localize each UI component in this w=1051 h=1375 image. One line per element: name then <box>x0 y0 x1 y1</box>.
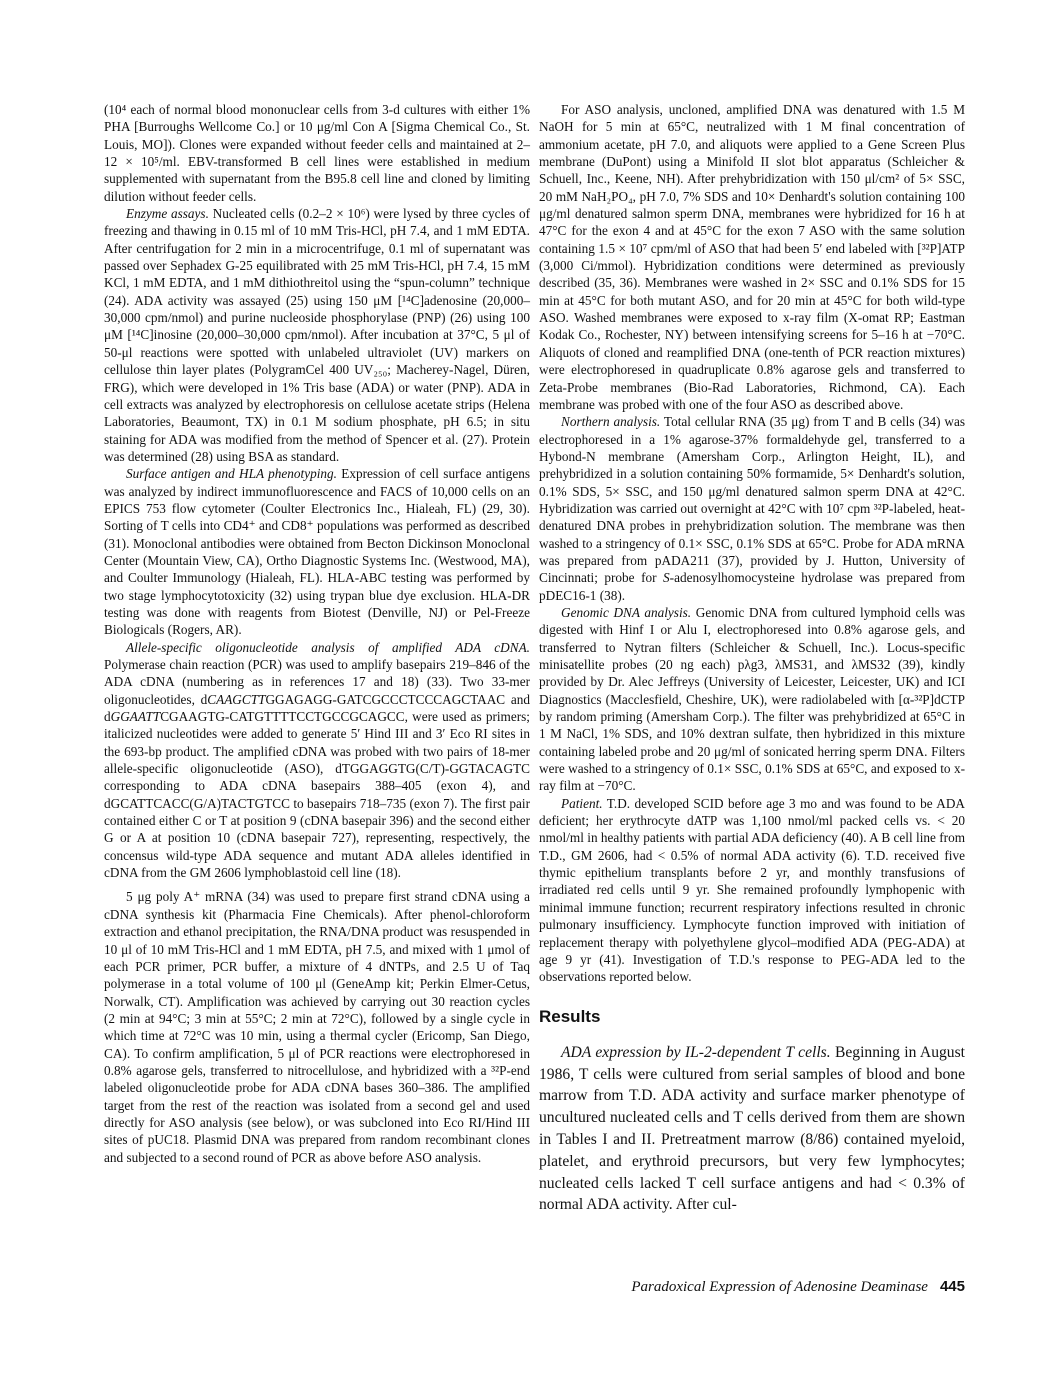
paragraph-allele-specific <box>104 639 530 882</box>
text-northern-italic: S <box>663 570 670 586</box>
running-title: Paradoxical Expression of Adenosine Deaminase <box>631 1279 928 1295</box>
runin-enzyme-assays: Enzyme assays. <box>126 206 209 222</box>
paragraph-surface-antigen <box>104 465 530 638</box>
paragraph-genomic <box>539 604 965 795</box>
text-northern-1: Total cellular RNA (35 μg) from T and B cells (34) was electrophoresed in a 1% agarose-37% formaldehyde gel, transferred to a Hybond-N membrane (Amersham Corp., Arlington Height, IL), and prehybridized in a solution containing 50% formamide, 5× Denhardt's solution, 0.1% SDS, 5× SSC, and 150 μg/ml denatured salmon sperm DNA at 42°C. Hybridization was carried out overnight at 42°C with 10⁷ cpm ³²P-labeled, heat-denatured DNA probes in prehybridization solution. The membrane was then washed to a stringency of 0.1× SSC, 0.1% SDS at 65°C. Probe for ADA mRNA was prepared from pADA211 (37), provided by J. Hutton, University of Cincinnati; probe for <box>539 414 965 586</box>
text-results-ada: Beginning in August 1986, T cells were cultured from serial samples of blood and bone marrow from T.D. ADA activity and surface marker phenotype of uncultured nucleated cells and T cells derived from them are shown in Tables I and II. Pretreatment marrow (8/86) contained myeloid, platelet, and erythroid precursors, but very few lymphocytes; nucleated cells lacked T cell surface antigens and had < 0.3% of normal ADA activity. After cul- <box>539 1043 965 1214</box>
text-genomic: Genomic DNA from cultured lymphoid cells was digested with Hinf I or Alu I, electrophoresed into 0.8% agarose gels, and transferred to Nytran filters (Schleicher & Schuell, Inc.). Locus-specific minisatellite probes (20 ng each) pλg3, λMS31, and λMS32 (39), kindly provided by Dr. Alec Jeffreys (University of Leicester, Leicester, UK) and ICI Diagnostics (Macclesfield, Cheshire, UK), were radiolabeled with [α-³²P]dCTP by random priming (Amersham Corp.). The filter was prehybridized at 65°C in 1 M NaCl, 1% SDS, and 10% dextran sulfate, then hybridized in this mixture containing labeled probe and 20 μg/ml of sonicated herring sperm DNA. Filters were washed to a stringency of 0.1× SSC, 0.1% SDS at 65°C, and exposed to x-ray film at −70°C. <box>539 604 965 794</box>
runin-genomic: Genomic DNA analysis. <box>561 604 692 620</box>
runin-surface-antigen: Surface antigen and HLA phenotyping. <box>126 466 337 482</box>
paragraph-results-ada <box>539 1042 965 1216</box>
runin-allele-specific: Allele-specific oligonucleotide analysis of amplified ADA cDNA. <box>126 639 530 655</box>
runin-results-ada: ADA expression by IL-2-dependent T cells. <box>561 1043 831 1061</box>
page-number: 445 <box>939 1278 965 1295</box>
text-allele-specific-1: Polymerase chain reaction (PCR) was used to amplify basepairs 219–846 of the ADA cDNA (numbering as in references 17 and 18) (33). Two 33-mer oligonucleotides, d <box>104 657 530 707</box>
text-northern-2: -adenosylhomocysteine hydrolase was prepared from pDEC16-1 (38). <box>539 570 966 603</box>
primer-2-rest: CGAAGTG-CATGTTTTCCTGCCGCAGCC, were used as primers; italicized nucleotides were added to generate 5′ Hind III and 3′ Eco RI sites in the 693-bp product. The amplified cDNA was probed with two pairs of 18-mer allele-specific oligonucleotide (ASO), dTGGAGGTG(C/T)-GGTACAGTC corresponding to ADA cDNA basepairs 388–405 (exon 4), and dGCATTCACC(G/A)TACTGTCC to basepairs 718–735 (exon 7). The first pair contained either C or T at position 9 (cDNA basepair 396) and the second either G or A at position 10 (cDNA basepair 727), representing, respectively, the concensus wild-type ADA sequence and mutant ADA alleles identified in cDNA from the GM 2606 lymphoblastoid cell line (18). <box>104 709 530 881</box>
right-column <box>539 101 965 1216</box>
paragraph-cell-lines: (10⁴ each of normal blood mononuclear cells from 3-d cultures with either 1% PHA [Burroughs Wellcome Co.] or 10 μg/ml Con A [Sigma Chemical Co., St. Louis, MO]). Clones were expanded without feeder cells and maintained at 2–12 × 10⁵/ml. EBV-transformed B cell lines were established in medium supplemented with supernatant from the B95.8 cell line and cloned by limiting dilution without feeder cells. <box>104 102 530 204</box>
page-footer <box>539 1278 965 1296</box>
paragraph-northern <box>539 413 965 604</box>
left-column <box>104 101 530 1166</box>
paragraph-enzyme-assays <box>104 205 530 465</box>
runin-northern: Northern analysis. <box>561 414 661 430</box>
paragraph-aso-analysis: For ASO analysis, uncloned, amplified DNA was denatured with 1.5 M NaOH for 5 min at 65°C, neutralized with 1 M final concentration of ammonium acetate, pH 7.0, and aliquots were applied to a Gene Screen Plus membrane (DuPont) using a Minifold II slot blot apparatus (Schleicher & Schuell, Inc., Keene, NH). After prehybridization with 150 μl/cm² of 5× SSC, 20 mM NaH₂PO₄, pH 7.0, 7% SDS and 10× Denhardt's solution containing 100 μg/ml denatured salmon sperm DNA, membranes were hybridized for 16 h at 47°C for the exon 4 and at 45°C for the exon 7 ASO with the same solution containing 1.5 × 10⁷ cpm/ml of ASO that had been 5′ end labeled with [³²P]ATP (3,000 Ci/mmol). Hybridization conditions were determined as previously described (35, 36). Membranes were washed in 2× SSC and 0.1% SDS for 15 min at 45°C for both mutant ASO, and for 20 min at 45°C for both wild-type ASO. Washed membranes were exposed to x-ray film (X-omat RP; Eastman Kodak Co., Rochester, NY) between intensifying screens for 5–16 h at −70°C. Aliquots of cloned and reamplified DNA (one-tenth of PCR reaction mixtures) were electrophoresed in quadruplicate 0.8% agarose gels and transferred to Zeta-Probe membranes (Bio-Rad Laboratories, Richmond, CA). Each membrane was probed with one of the four ASO as described above. <box>539 102 965 412</box>
primer-1-rest: GGAGAGG-GATCGCCCTCCCAGCTAAC and d <box>104 691 530 725</box>
text-surface-antigen: Expression of cell surface antigens was analyzed by indirect immunofluorescence and FACS of 10,000 cells on an EPICS 753 flow cytometer (Coulter Electronics Inc., Hialeah, FL) (29, 30). Sorting of T cells into CD4⁺ and CD8⁺ populations was performed as described (31). Monoclonal antibodies were obtained from Becton Dickinson Monoclonal Center (Mountain View, CA), Ortho Diagnostic Systems Inc. (Westwood, MA), and Coulter Immunology (Hialeah, FL). HLA-ABC testing was performed by two stage lymphocytotoxicity (32) using trypan blue dye exclusion. HLA-DR testing was done with reagents from Biotest (Denville, NJ) or Pel-Freeze Biologicals (Rogers, AR). <box>104 466 531 638</box>
section-heading-results: Results <box>539 1006 601 1026</box>
runin-patient: Patient. <box>561 795 603 811</box>
text-patient: T.D. developed SCID before age 3 mo and was found to be ADA deficient; her erythrocyte dATP was 1,100 nmol/ml packed cells vs. < 20 nmol/ml in healthy patients with partial ADA deficiency (40). A B cell line from T.D., GM 2606, had < 0.5% of normal ADA activity (6). T.D. received five thymic epithelium transplants before 2 yr, and monthly transfusions of irradiated red cells until 9 yr. She remained profoundly lymphopenic with minimal immune function; recurrent respiratory infections resulted in chronic pulmonary insufficiency. Lymphocyte function improved with initiation of replacement therapy with polyethylene glycol–modified ADA (PEG-ADA) at age 9 yr (41). Investigation of T.D.'s response to PEG-ADA led to the observations reported below. <box>539 795 965 985</box>
text-enzyme-assays: Nucleated cells (0.2–2 × 10⁶) were lysed by three cycles of freezing and thawing in 0.15 ml of 10 mM Tris-HCl, pH 7.4, and 1 mM EDTA. After centrifugation for 2 min in a microcentrifuge, 0.1 ml of supernatant was passed over Sephadex G-25 equilibrated with 25 mM Tris-HCl, pH 7.4, 15 mM KCl, 1 mM EDTA, and 1 mM dithiothreitol using the “spun-column” technique (24). ADA activity was assayed (25) using 150 μM [¹⁴C]adenosine (20,000–30,000 cpm/nmol) and purine nucleoside phosphorylase (PNP) (26) using 100 μM [¹⁴C]inosine (20,000–30,000 cpm/nmol). After incubation at 37°C, 5 μl of 50-μl reactions were spotted with unlabeled ultraviolet (UV) markers on cellulose thin layer plates (PolygramCel 400 UV₂₅₀; Macherey-Nagel, Düren, FRG), which were developed in 1% Tris base (ADA) or water (PNP). ADA in cell extracts was analyzed by electrophoresis on cellulose acetate strips (Helena Laboratories, Beaumont, TX) in 0.1 M sodium phosphate, pH 6.5; in situ staining for ADA was modified from the method of Spencer et al. (27). Protein was determined (28) using BSA as standard. <box>104 206 530 464</box>
primer-1-italic: CAAGCTT <box>207 691 266 707</box>
paragraph-patient <box>539 795 965 986</box>
paragraph-mrna-pcr: 5 μg poly A⁺ mRNA (34) was used to prepare first strand cDNA using a cDNA synthesis kit (Pharmacia Fine Chemicals). After phenol-chloroform extraction and ethanol precipitation, the RNA/DNA product was resuspended in 10 μl of 10 mM Tris-HCl and 1 mM EDTA, pH 7.5, and mixed with 1 μmol of each PCR primer, PCR buffer, a mixture of 4 dNTPs, and 2.5 U of Taq polymerase in a total volume of 100 μl (GeneAmp kit; Perkin Elmer-Cetus, Norwalk, CT). Amplification was achieved by carrying out 30 reaction cycles (2 min at 94°C; 3 min at 55°C; 2 min at 72°C), followed by a single cycle in which time at 72°C was 10 min, using a thermal cycler (Ericomp, San Diego, CA). To confirm amplification, 5 μl of PCR reactions were electrophoresed in 0.8% agarose gels, transferred to nitrocellulose, and hybridized with a ³²P-end labeled oligonucleotide probe for ADA cDNA bases 360–386. The amplified target from the rest of the reaction was isolated from a second gel and used directly for ASO analysis (see below), or was subcloned into Eco RI/Hind III sites of pUC18. Plasmid DNA was prepared from random recombinant clones and subjected to a second round of PCR as above before ASO analysis. <box>104 889 530 1165</box>
primer-2-italic: GGAATT <box>110 709 161 725</box>
